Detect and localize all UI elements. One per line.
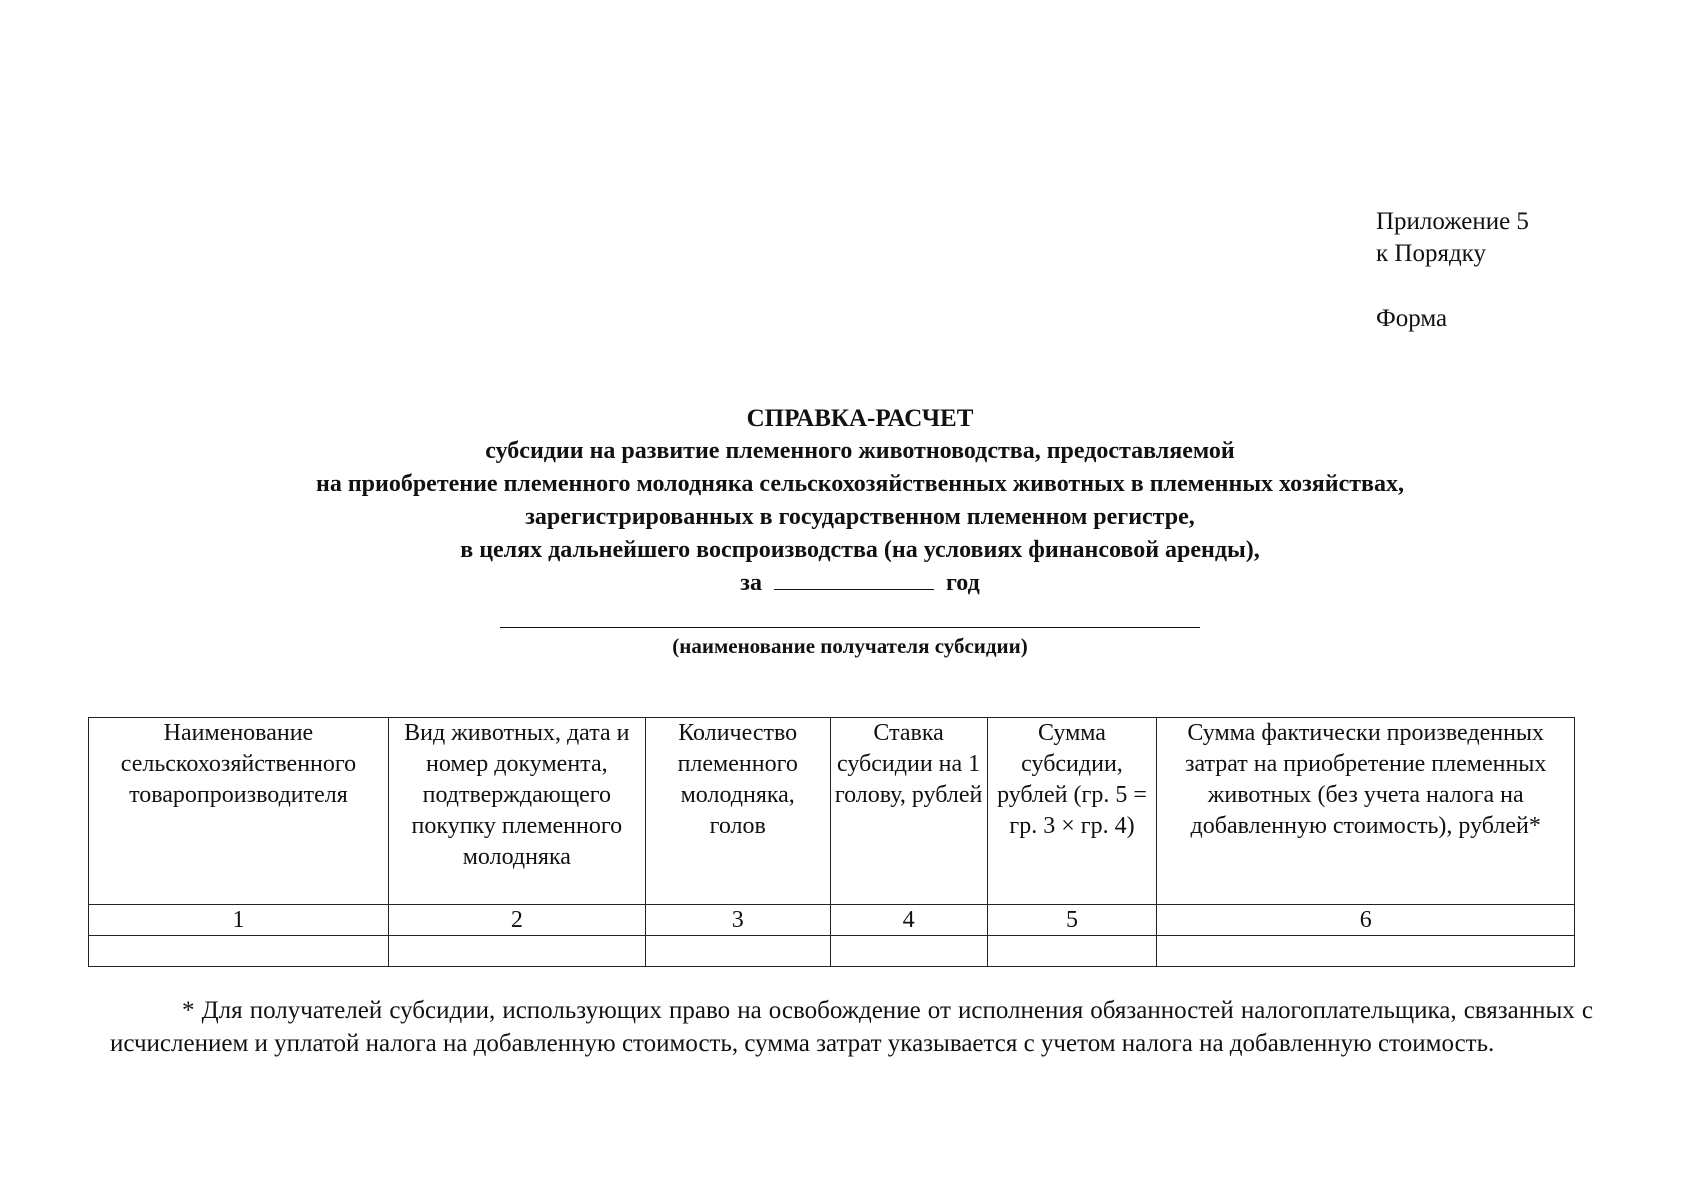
table-cell-empty[interactable]	[645, 936, 830, 967]
header-quantity: Количество племенного молодняка, голов	[645, 718, 830, 905]
header-animal-type-document: Вид животных, дата и номер документа, подтверждающего покупку племенного молодняка	[388, 718, 645, 905]
column-number: 3	[645, 905, 830, 936]
table-row	[89, 936, 1575, 967]
year-suffix: год	[945, 570, 980, 596]
footnote: * Для получателей субсидии, использующих право на освобождение от исполнения обязанностей налогоплательщика, связанных с исчислением и уплатой налога на добавленную стоимость, сумма затрат указывается с учетом налога на добавленную стоимость.	[110, 997, 1593, 1057]
appendix-block	[1376, 206, 1529, 335]
appendix-number: Приложение 5	[1376, 208, 1529, 235]
table-column-numbers-row	[89, 905, 1575, 936]
header-rate: Ставка субсидии на 1 голову, рублей	[830, 718, 987, 905]
column-number: 2	[388, 905, 645, 936]
document-title: СПРАВКА-РАСЧЕТ	[746, 405, 974, 432]
table-cell-empty[interactable]	[89, 936, 389, 967]
calculation-table	[88, 717, 1575, 967]
year-prefix: за	[740, 570, 762, 596]
appendix-reference: к Порядку	[1376, 240, 1486, 267]
form-label: Форма	[1376, 305, 1448, 332]
title-line-3: зарегистрированных в государственном племенном регистре,	[525, 504, 1195, 530]
header-subsidy-sum: Сумма субсидии, рублей (гр. 5 = гр. 3 × гр. 4)	[987, 718, 1157, 905]
title-line-1: субсидии на развитие племенного животноводства, предоставляемой	[485, 438, 1235, 464]
title-year-line	[150, 567, 1570, 600]
column-number: 4	[830, 905, 987, 936]
recipient-name-blank-field[interactable]	[500, 627, 1200, 628]
table-cell-empty[interactable]	[830, 936, 987, 967]
year-blank-field[interactable]	[774, 567, 934, 590]
table-cell-empty[interactable]	[388, 936, 645, 967]
recipient-caption: (наименование получателя субсидии)	[672, 634, 1028, 658]
header-actual-costs: Сумма фактически произведенных затрат на приобретение племенных животных (без учета налога на добавленную стоимость), рублей*	[1157, 718, 1575, 905]
table-cell-empty[interactable]	[1157, 936, 1575, 967]
title-line-4: в целях дальнейшего воспроизводства (на условиях финансовой аренды),	[460, 537, 1260, 563]
column-number: 5	[987, 905, 1157, 936]
title-line-2: на приобретение племенного молодняка сельскохозяйственных животных в племенных хозяйствах,	[315, 471, 1404, 497]
document-title-block	[150, 402, 1570, 600]
table-header-row	[89, 718, 1575, 905]
column-number: 1	[89, 905, 389, 936]
header-producer-name: Наименование сельскохозяйственного товаропроизводителя	[89, 718, 389, 905]
table-cell-empty[interactable]	[987, 936, 1157, 967]
column-number: 6	[1157, 905, 1575, 936]
